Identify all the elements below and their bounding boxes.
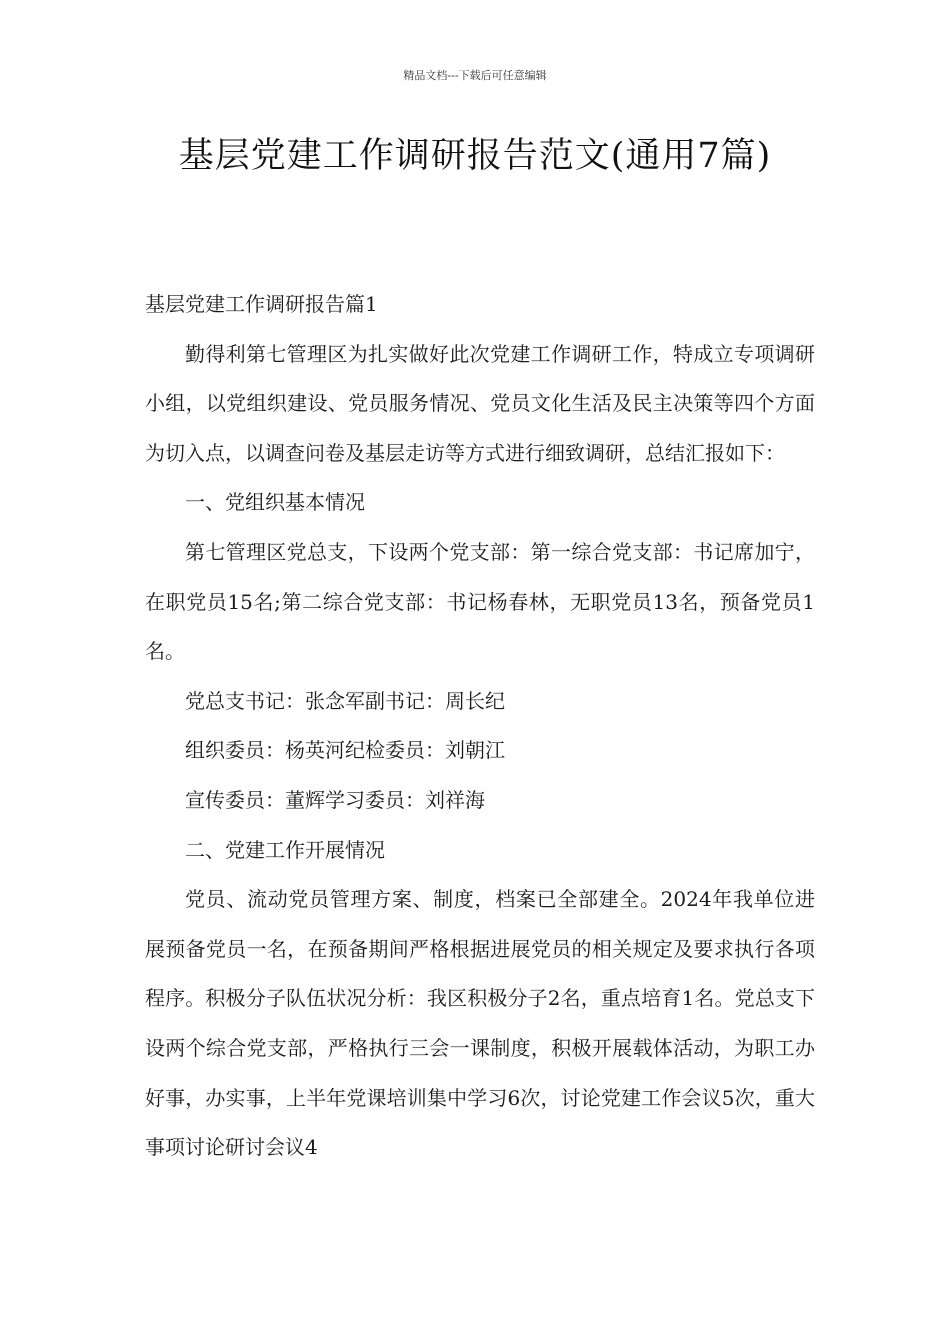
paragraph-propaganda-members: 宣传委员：董辉学习委员：刘祥海 bbox=[185, 787, 485, 812]
document-title: 基层党建工作调研报告范文(通用7篇) bbox=[178, 136, 772, 176]
header-note: 精品文档---下载后可任意编辑 bbox=[403, 69, 547, 82]
paragraph-work-details: 党员、流动党员管理方案、制度，档案已全部建全。2024年我单位进展预备党员一名，在预备期间严格根据进展党员的相关规定及要求执行各项程序。积极分子队伍状况分析：我区积极分子2名，重点培育1名。党总支下设两个综合党支部，严格执行三会一课制度，积极开展载体活动，为职工办好事，办实事，上半年党课培训集中学习6次，讨论党建工作会议5次，重大事项讨论研讨会议4 bbox=[145, 887, 815, 1160]
paragraph-intro: 勤得利第七管理区为扎实做好此次党建工作调研工作，特成立专项调研小组，以党组织建设、党员服务情况、党员文化生活及民主决策等四个方面为切入点，以调查问卷及基层走访等方式进行细致调研，总结汇报如下： bbox=[145, 341, 815, 465]
paragraph-committee-members: 组织委员：杨英河纪检委员：刘朝江 bbox=[185, 738, 505, 763]
paragraph-org-structure: 第七管理区党总支，下设两个党支部：第一综合党支部：书记席加宁，在职党员15名;第二综合党支部：书记杨春林，无职党员13名，预备党员1名。 bbox=[145, 539, 815, 664]
subheading-party-org: 一、党组织基本情况 bbox=[185, 490, 365, 515]
paragraph-secretaries: 党总支书记：张念军副书记：周长纪 bbox=[185, 688, 505, 713]
subheading-work-progress: 二、党建工作开展情况 bbox=[185, 837, 385, 862]
document-body bbox=[145, 280, 815, 1173]
section-heading: 基层党建工作调研报告篇1 bbox=[145, 292, 378, 316]
